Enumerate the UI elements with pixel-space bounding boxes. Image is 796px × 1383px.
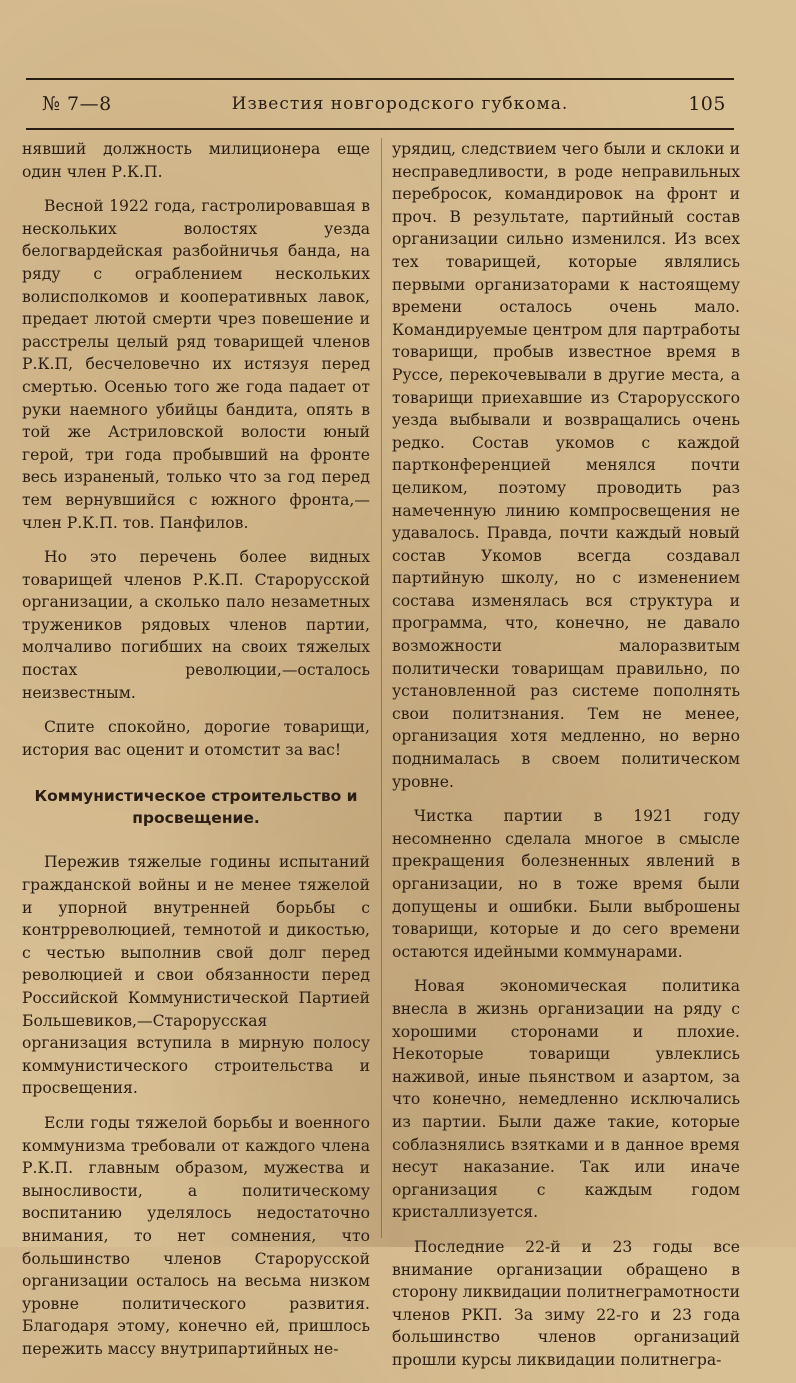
paragraph: Но это перечень более видных товарищей членов Р.К.П. Старорусской организации, а сколько пало незаметных тружеников рядовых членов партии, молчаливо погибших на своих тяжелых постах революции,—осталось неизвестным.	[22, 548, 370, 702]
paragraph: Новая экономическая политика внесла в жизнь организации на ряду с хорошими сторонами и плохие. Некоторые товарищи увлеклись наживой, иные пьянством и азартом, за что конечно, немедленно исключались из партии. Были даже такие, которые соблазнялись взятками и в данное время несут наказание. Так или иначе организация с каждым годом кристаллизуется.	[392, 977, 740, 1222]
running-header	[26, 78, 734, 130]
column-divider	[381, 138, 382, 1238]
paragraph: нявший должность милиционера еще один член Р.К.П.	[22, 140, 370, 181]
paragraph: Пережив тяжелые годины испытаний гражданской войны и не менее тяжелой и упорной внутренней борьбы с контрреволюцией, темнотой и дикостью, с честью выполнив свой долг перед революцией и свои обязанности перед Российской Коммунистической Партией Большевиков,—Старорусская организация вступила в мирную полосу коммунистического строительства и просвещения.	[22, 853, 370, 1098]
right-column	[392, 138, 740, 1383]
paragraph: Чистка партии в 1921 году несомненно сделала многое в смысле прекращения болезненных явлений в организации, но в тоже время были допущены и ошибки. Были выброшены товарищи, которые и до сего времени остаются идейными коммунарами.	[392, 807, 740, 961]
paragraph: Если годы тяжелой борьбы и военного коммунизма требовали от каждого члена Р.К.П. главным образом, мужества и выносливости, а политическому воспитанию уделялось недостаточно внимания, то нет сомнения, что большинство членов Старорусской организации осталось на весьма низком уровне политического развития. Благодаря этому, конечно ей, пришлось пережить массу внутрипартийных не-	[22, 1113, 370, 1358]
page-number: 105	[688, 93, 726, 115]
section-heading: Коммунистическое строительство и просвещение.	[34, 787, 358, 828]
issue-number: № 7—8	[42, 93, 112, 115]
paragraph: Последние 22-й и 23 годы все внимание организации обращено в сторону ликвидации политнеграмотности членов РКП. За зиму 22-го и 23 года большинство членов организаций прошли курсы ликвидации политнегра-	[392, 1237, 740, 1369]
journal-title: Известия новгородского губкома.	[231, 94, 569, 114]
paragraph: урядиц, следствием чего были и склоки и несправедливости, в роде неправильных перебросок, командировок на фронт и проч. В результате, партийный состав организации сильно изменился. Из всех тех товарищей, которые являлись первыми организаторами к настоящему времени осталось очень мало. Командируемые центром для партработы товарищи, пробыв известное время в Руссе, перекочевывали в другие места, а товарищи приехавшие из Старорусского уезда выбывали и возвращались очень редко. Состав укомов с каждой партконференцией менялся почти целиком, поэтому проводить раз намеченную линию компросвещения не удавалось. Правда, почти каждый новый состав Укомов всегда создавал партийную школу, но с изменением состава изменялась вся структура и программа, что, конечно, не давало возможности малоразвитым политически товарищам правильно, по установленной раз системе пополнять свои политзнания. Тем не менее, организация хотя медленно, но верно поднималась в своем политическом уровне.	[392, 140, 740, 791]
left-column	[22, 138, 370, 1373]
paragraph: Весной 1922 года, гастролировавшая в нескольких волостях уезда белогвардейская разбойничья банда, на ряду с ограблением нескольких волисполкомов и кооперативных лавок, предает лютой смерти чрез повешение и расстрелы целый ряд товарищей членов Р.К.П, бесчеловечно их истязуя перед смертью. Осенью того же года падает от руки наемного убийцы бандита, опять в той же Астриловской волости юный герой, три года пробывший на фронте весь израненый, только что за год перед тем вернувшийся с южного фронта,—член Р.К.П. тов. Панфилов.	[22, 197, 370, 532]
paragraph: Спите спокойно, дорогие товарищи, история вас оценит и отомстит за вас!	[22, 718, 370, 759]
